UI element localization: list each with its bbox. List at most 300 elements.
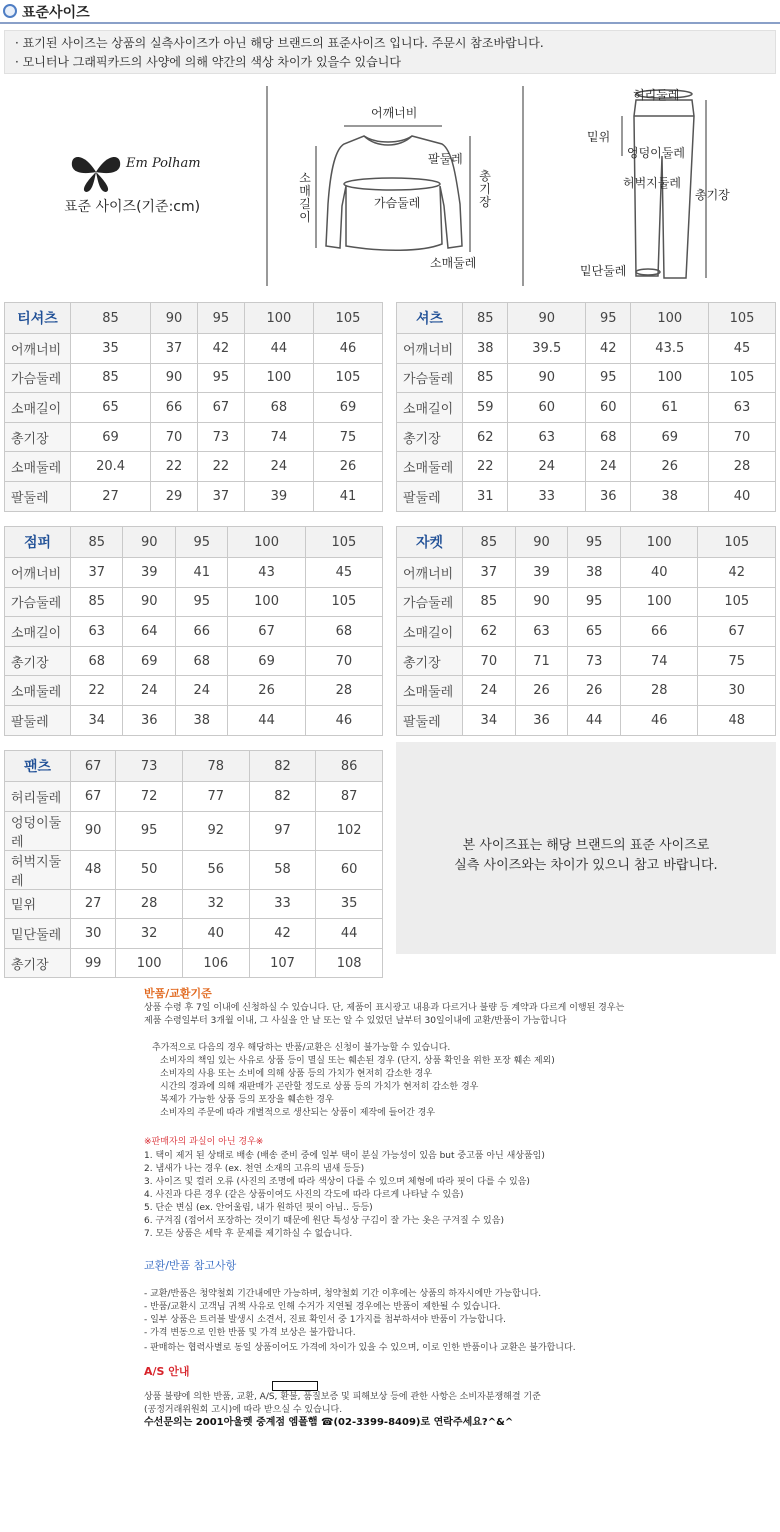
measurement-cell: 100 xyxy=(116,948,183,978)
table-row xyxy=(5,705,383,735)
measurement-cell: 24 xyxy=(244,452,313,482)
measurement-cell: 20.4 xyxy=(71,452,151,482)
seller-line: 5. 단순 변심 (ex. 안어울림, 내가 원하던 핏이 아님.. 등등) xyxy=(144,1203,373,1213)
exclusion-line: 시간의 경과에 의해 재판매가 곤란할 정도로 상품 등의 가치가 현저히 감소한 경우 xyxy=(160,1082,479,1092)
measurement-cell: 22 xyxy=(463,452,508,482)
measurement-cell: 40 xyxy=(709,481,776,511)
row-label: 소매길이 xyxy=(397,617,463,647)
measurement-cell: 35 xyxy=(316,889,383,919)
measurement-cell: 39 xyxy=(123,558,175,588)
size-header-cell: 100 xyxy=(631,303,709,334)
measurement-cell: 63 xyxy=(508,422,586,452)
measurement-cell: 108 xyxy=(316,948,383,978)
row-label: 소매길이 xyxy=(397,393,463,423)
label-cuff: 소매둘레 xyxy=(430,256,477,270)
measurement-cell: 27 xyxy=(71,889,116,919)
size-header-cell: 105 xyxy=(313,303,382,334)
seller-line: 1. 택이 제거 된 상태로 배송 (배송 준비 중에 일부 택이 분실 가능성이 있음 but 중고품 아닌 새상품임) xyxy=(144,1151,545,1161)
brand-caption: 표준 사이즈(기준:cm) xyxy=(64,199,201,215)
table-row xyxy=(397,452,776,482)
return-line: 제품 수령일부터 3개월 이내, 그 사실을 안 날 또는 알 수 있었던 날부터 30일이내에 교환/반품이 가능합니다 xyxy=(144,1016,567,1026)
measurement-cell: 67 xyxy=(698,617,776,647)
exclusion-line: 추가적으로 다음의 경우 해당하는 반품/교환은 신청이 불가능할 수 있습니다. xyxy=(152,1043,451,1053)
measurement-cell: 46 xyxy=(305,705,382,735)
measurement-cell: 50 xyxy=(116,850,183,889)
measurement-cell: 44 xyxy=(228,705,305,735)
measurement-cell: 59 xyxy=(463,393,508,423)
measurement-cell: 70 xyxy=(151,422,198,452)
measurement-cell: 90 xyxy=(71,811,116,850)
table-row xyxy=(5,363,383,393)
as-line: (공정거래위원회 고시)에 따라 받으실 수 있습니다. xyxy=(144,1405,343,1415)
measurement-cell: 26 xyxy=(515,676,568,706)
reference-line: - 가격 변동으로 인한 반품 및 가격 보상은 불가합니다. xyxy=(144,1328,356,1338)
table-row xyxy=(5,393,383,423)
row-label: 밑단둘레 xyxy=(5,919,71,949)
row-label: 소매길이 xyxy=(5,617,71,647)
measurement-cell: 38 xyxy=(463,334,508,364)
size-table-tshirt xyxy=(4,302,383,512)
table-category: 팬츠 xyxy=(5,751,71,782)
measurement-cell: 102 xyxy=(316,811,383,850)
row-label: 소매둘레 xyxy=(397,452,463,482)
label-pants-total: 총기장 xyxy=(695,188,730,202)
measurement-cell: 38 xyxy=(175,705,227,735)
measurement-cell: 37 xyxy=(151,334,198,364)
label-waist: 허리둘레 xyxy=(633,88,680,102)
measurement-cell: 44 xyxy=(244,334,313,364)
table-row xyxy=(5,948,383,978)
measurement-cell: 38 xyxy=(568,558,621,588)
measurement-cell: 95 xyxy=(175,587,227,617)
measurement-cell: 69 xyxy=(123,646,175,676)
size-header-cell: 90 xyxy=(515,527,568,558)
measurement-cell: 24 xyxy=(463,676,516,706)
size-table-jumper xyxy=(4,526,383,736)
measurement-cell: 28 xyxy=(116,889,183,919)
table-header-row xyxy=(5,303,383,334)
measurement-cell: 42 xyxy=(197,334,244,364)
seller-line: 6. 구겨짐 (접어서 포장하는 것이기 때문에 원단 특성상 구김이 잘 가는 옷은 구겨질 수 있음) xyxy=(144,1216,504,1226)
table-row xyxy=(5,811,383,850)
measurement-cell: 85 xyxy=(71,363,151,393)
table-header-row xyxy=(397,303,776,334)
measurement-cell: 99 xyxy=(71,948,116,978)
row-label: 총기장 xyxy=(5,422,71,452)
table-row xyxy=(5,422,383,452)
table-category: 점퍼 xyxy=(5,527,71,558)
measurement-cell: 70 xyxy=(305,646,382,676)
measurement-cell: 92 xyxy=(182,811,249,850)
seller-line: 2. 냄새가 나는 경우 (ex. 천연 소재의 고유의 냄새 등등) xyxy=(144,1164,365,1174)
measurement-cell: 105 xyxy=(709,363,776,393)
table-row xyxy=(5,676,383,706)
row-label: 팔둘레 xyxy=(397,481,463,511)
measurement-cell: 67 xyxy=(71,782,116,812)
measurement-cell: 44 xyxy=(568,705,621,735)
measurement-cell: 32 xyxy=(116,919,183,949)
measurement-cell: 45 xyxy=(305,558,382,588)
size-note-box xyxy=(396,742,776,954)
table-row xyxy=(5,646,383,676)
return-line: 상품 수령 후 7일 이내에 신청하실 수 있습니다. 단, 제품이 표시광고 내용과 다르거나 불량 등 계약과 다르게 이행된 경우는 xyxy=(144,1003,625,1013)
measurement-cell: 61 xyxy=(631,393,709,423)
measurement-cell: 85 xyxy=(463,587,516,617)
measurement-cell: 39 xyxy=(244,481,313,511)
reference-line: - 교환/반품은 청약철회 기간내에만 가능하며, 청약철회 기간 이후에는 상품의 하자시에만 가능합니다. xyxy=(144,1289,542,1299)
row-label: 허리둘레 xyxy=(5,782,71,812)
measurement-cell: 90 xyxy=(151,363,198,393)
measurement-cell: 46 xyxy=(620,705,698,735)
size-table-pants xyxy=(4,750,383,978)
reference-title: 교환/반품 참고사항 xyxy=(144,1259,237,1272)
size-note-line: 본 사이즈표는 해당 브랜드의 표준 사이즈로 xyxy=(462,838,710,853)
measurement-cell: 64 xyxy=(123,617,175,647)
table-row xyxy=(397,558,776,588)
size-header-cell: 85 xyxy=(463,303,508,334)
measurement-cell: 90 xyxy=(508,363,586,393)
size-header-cell: 95 xyxy=(568,527,621,558)
table-row xyxy=(397,481,776,511)
measurement-cell: 60 xyxy=(316,850,383,889)
measurement-cell: 42 xyxy=(249,919,316,949)
measurement-cell: 85 xyxy=(71,587,123,617)
label-sleeve-length: 소매길이 xyxy=(299,171,311,224)
measurement-cell: 28 xyxy=(709,452,776,482)
label-chest: 가슴둘레 xyxy=(374,196,421,210)
measurement-cell: 42 xyxy=(698,558,776,588)
measurement-cell: 62 xyxy=(463,422,508,452)
measurement-cell: 67 xyxy=(197,393,244,423)
size-header-cell: 90 xyxy=(151,303,198,334)
brand-block xyxy=(62,146,242,236)
row-label: 가슴둘레 xyxy=(5,363,71,393)
measurement-cell: 37 xyxy=(71,558,123,588)
measurement-cell: 95 xyxy=(568,587,621,617)
measurement-cell: 24 xyxy=(175,676,227,706)
size-header-cell: 105 xyxy=(709,303,776,334)
measurement-cell: 35 xyxy=(71,334,151,364)
row-label: 총기장 xyxy=(397,422,463,452)
contact-line: 수선문의는 2001아울렛 중계점 엠폴햄 ☎(02-3399-8409)로 연락주세요?^&^ xyxy=(144,1417,514,1428)
measurement-cell: 36 xyxy=(586,481,631,511)
measurement-cell: 22 xyxy=(71,676,123,706)
measurement-cell: 42 xyxy=(586,334,631,364)
table-row xyxy=(5,889,383,919)
row-label: 총기장 xyxy=(5,948,71,978)
measurement-cell: 43 xyxy=(228,558,305,588)
return-title: 반품/교환기준 xyxy=(144,987,212,1000)
size-header-cell: 90 xyxy=(123,527,175,558)
measurement-cell: 66 xyxy=(620,617,698,647)
measurement-cell: 60 xyxy=(586,393,631,423)
exclusion-line: 소비자의 주문에 따라 개별적으로 생산되는 상품이 제작에 들어간 경우 xyxy=(160,1108,436,1118)
measurement-cell: 24 xyxy=(508,452,586,482)
measurement-cell: 40 xyxy=(620,558,698,588)
measurement-cell: 87 xyxy=(316,782,383,812)
measurement-cell: 33 xyxy=(249,889,316,919)
size-header-cell: 105 xyxy=(305,527,382,558)
as-line: 상품 불량에 의한 반품, 교환, A/S, 환불, 품질보증 및 피해보상 등에 관한 사항은 소비자분쟁해결 기준 xyxy=(144,1392,541,1402)
measurement-cell: 26 xyxy=(568,676,621,706)
label-arm: 팔둘레 xyxy=(428,152,463,166)
table-row xyxy=(5,481,383,511)
measurement-cell: 72 xyxy=(116,782,183,812)
measurement-cell: 28 xyxy=(305,676,382,706)
measurement-cell: 95 xyxy=(116,811,183,850)
table-row xyxy=(397,676,776,706)
size-header-cell: 86 xyxy=(316,751,383,782)
label-rise: 밑위 xyxy=(587,130,611,144)
row-label: 소매둘레 xyxy=(5,676,71,706)
exclusion-line: 소비자의 책임 있는 사유로 상품 등이 멸실 또는 훼손된 경우 (단지, 상품 확인을 위한 포장 훼손 제외) xyxy=(160,1056,555,1066)
size-header-cell: 100 xyxy=(228,527,305,558)
reference-line: - 일부 상품은 트러블 발생시 소견서, 진료 확인서 중 1가지를 첨부하셔야 반품이 가능합니다. xyxy=(144,1315,507,1325)
measurement-cell: 28 xyxy=(620,676,698,706)
measurement-cell: 34 xyxy=(71,705,123,735)
table-category: 셔츠 xyxy=(397,303,463,334)
measurement-cell: 74 xyxy=(620,646,698,676)
table-row xyxy=(5,919,383,949)
measurement-cell: 22 xyxy=(151,452,198,482)
notice-line: · 모니터나 그래픽카드의 사양에 의해 약간의 색상 차이가 있을수 있습니다 xyxy=(15,55,401,69)
table-row xyxy=(397,363,776,393)
notice-box xyxy=(4,30,776,74)
measurement-cell: 31 xyxy=(463,481,508,511)
measurement-cell: 60 xyxy=(508,393,586,423)
row-label: 가슴둘레 xyxy=(397,363,463,393)
size-header-cell: 95 xyxy=(586,303,631,334)
measurement-cell: 37 xyxy=(197,481,244,511)
measurement-cell: 45 xyxy=(709,334,776,364)
table-row xyxy=(397,334,776,364)
measurement-cell: 82 xyxy=(249,782,316,812)
section-header xyxy=(0,0,780,24)
size-header-cell: 95 xyxy=(175,527,227,558)
measurement-cell: 69 xyxy=(71,422,151,452)
measurement-cell: 36 xyxy=(123,705,175,735)
measurement-cell: 46 xyxy=(313,334,382,364)
table-row xyxy=(397,587,776,617)
size-header-cell: 85 xyxy=(71,303,151,334)
label-thigh: 허벅지둘레 xyxy=(623,176,681,190)
measurement-cell: 77 xyxy=(182,782,249,812)
section-title: 표준사이즈 xyxy=(22,5,90,21)
table-category: 자켓 xyxy=(397,527,463,558)
measurement-cell: 66 xyxy=(175,617,227,647)
measurement-cell: 24 xyxy=(586,452,631,482)
table-row xyxy=(397,393,776,423)
divider xyxy=(266,86,268,286)
size-header-cell: 82 xyxy=(249,751,316,782)
measurement-cell: 75 xyxy=(313,422,382,452)
size-header-cell: 100 xyxy=(244,303,313,334)
circle-icon xyxy=(3,4,17,18)
label-shoulder: 어깨너비 xyxy=(371,106,418,120)
table-row xyxy=(397,646,776,676)
measurement-cell: 44 xyxy=(316,919,383,949)
measurement-cell: 85 xyxy=(463,363,508,393)
measurement-cell: 58 xyxy=(249,850,316,889)
row-label: 소매둘레 xyxy=(5,452,71,482)
measurement-cell: 69 xyxy=(313,393,382,423)
table-row xyxy=(5,782,383,812)
table-row xyxy=(397,617,776,647)
measurement-cell: 105 xyxy=(698,587,776,617)
row-label: 허벅지둘레 xyxy=(5,850,71,889)
seller-line: 3. 사이즈 및 컬러 오류 (사진의 조명에 따라 색상이 다를 수 있으며 체형에 따라 핏이 다를 수 있음) xyxy=(144,1177,530,1187)
measurement-cell: 40 xyxy=(182,919,249,949)
measurement-cell: 100 xyxy=(244,363,313,393)
measurement-cell: 36 xyxy=(515,705,568,735)
size-header-cell: 105 xyxy=(698,527,776,558)
row-label: 가슴둘레 xyxy=(397,587,463,617)
size-table-jacket xyxy=(396,526,776,736)
measurement-cell: 38 xyxy=(631,481,709,511)
measurement-cell: 97 xyxy=(249,811,316,850)
label-total-length: 총기장 xyxy=(479,169,491,209)
row-label: 어깨너비 xyxy=(5,334,71,364)
table-row xyxy=(5,334,383,364)
measurement-cell: 33 xyxy=(508,481,586,511)
measurement-cell: 48 xyxy=(698,705,776,735)
size-header-cell: 85 xyxy=(71,527,123,558)
table-row xyxy=(5,452,383,482)
reference-line: - 판매하는 협력사별로 동일 상품이어도 가격에 차이가 있을 수 있으며, 이로 인한 반품이나 교환은 불가합니다. xyxy=(144,1343,576,1353)
measurement-cell: 30 xyxy=(698,676,776,706)
measurement-cell: 68 xyxy=(305,617,382,647)
label-hip: 엉덩이둘레 xyxy=(627,146,685,160)
size-header-cell: 85 xyxy=(463,527,516,558)
row-label: 총기장 xyxy=(5,646,71,676)
seller-title: ※판매자의 과실이 아닌 경우※ xyxy=(144,1137,264,1147)
measurement-cell: 37 xyxy=(463,558,516,588)
reference-line: - 반품/교환시 고객님 귀책 사유로 인해 수거가 지연될 경우에는 반품이 제한될 수 있습니다. xyxy=(144,1302,501,1312)
row-label: 엉덩이둘레 xyxy=(5,811,71,850)
brand-logo: Em Polham xyxy=(126,156,201,171)
size-header-cell: 100 xyxy=(620,527,698,558)
row-label: 밑위 xyxy=(5,889,71,919)
table-row xyxy=(397,705,776,735)
measurement-cell: 107 xyxy=(249,948,316,978)
measurement-cell: 27 xyxy=(71,481,151,511)
size-header-cell: 73 xyxy=(116,751,183,782)
measurement-cell: 68 xyxy=(175,646,227,676)
measurement-cell: 65 xyxy=(71,393,151,423)
measurement-cell: 39 xyxy=(515,558,568,588)
label-hem: 밑단둘레 xyxy=(580,264,627,278)
measurement-cell: 69 xyxy=(228,646,305,676)
measurement-cell: 67 xyxy=(228,617,305,647)
measurement-cell: 63 xyxy=(515,617,568,647)
size-header-cell: 78 xyxy=(182,751,249,782)
measurement-cell: 66 xyxy=(151,393,198,423)
row-label: 어깨너비 xyxy=(5,558,71,588)
measurement-cell: 29 xyxy=(151,481,198,511)
measurement-cell: 90 xyxy=(123,587,175,617)
measurement-cell: 73 xyxy=(197,422,244,452)
row-label: 가슴둘레 xyxy=(5,587,71,617)
seller-line: 4. 사진과 다른 경우 (같은 상품이여도 사진의 각도에 따라 다르게 나타날 수 있음) xyxy=(144,1190,464,1200)
table-row xyxy=(397,422,776,452)
divider xyxy=(522,86,524,286)
seller-line: 7. 모든 상품은 세탁 후 문제를 제기하실 수 없습니다. xyxy=(144,1229,353,1239)
measurement-cell: 100 xyxy=(228,587,305,617)
measurement-cell: 105 xyxy=(313,363,382,393)
measurement-cell: 56 xyxy=(182,850,249,889)
table-header-row xyxy=(5,527,383,558)
measurement-cell: 24 xyxy=(123,676,175,706)
measurement-cell: 48 xyxy=(71,850,116,889)
measurement-cell: 32 xyxy=(182,889,249,919)
size-table-shirt xyxy=(396,302,776,512)
measurement-cell: 26 xyxy=(313,452,382,482)
table-category: 티셔츠 xyxy=(5,303,71,334)
measurement-cell: 26 xyxy=(631,452,709,482)
table-row xyxy=(5,850,383,889)
butterfly-icon xyxy=(66,150,126,194)
measurement-cell: 68 xyxy=(71,646,123,676)
measurement-cell: 69 xyxy=(631,422,709,452)
measurement-cell: 95 xyxy=(197,363,244,393)
measurement-cell: 75 xyxy=(698,646,776,676)
measurement-cell: 43.5 xyxy=(631,334,709,364)
row-label: 팔둘레 xyxy=(397,705,463,735)
measurement-cell: 65 xyxy=(568,617,621,647)
measurement-cell: 62 xyxy=(463,617,516,647)
row-label: 팔둘레 xyxy=(5,481,71,511)
measurement-cell: 39.5 xyxy=(508,334,586,364)
exclusion-line: 복제가 가능한 상품 등의 포장을 훼손한 경우 xyxy=(160,1095,334,1105)
row-label: 총기장 xyxy=(397,646,463,676)
measurement-cell: 68 xyxy=(244,393,313,423)
measurement-cell: 41 xyxy=(313,481,382,511)
measurement-cell: 71 xyxy=(515,646,568,676)
size-header-cell: 67 xyxy=(71,751,116,782)
measurement-cell: 34 xyxy=(463,705,516,735)
row-label: 팔둘레 xyxy=(5,705,71,735)
table-row xyxy=(5,617,383,647)
exclusion-line: 소비자의 사용 또는 소비에 의해 상품 등의 가치가 현저히 감소한 경우 xyxy=(160,1069,433,1079)
measurement-cell: 105 xyxy=(305,587,382,617)
measurement-cell: 41 xyxy=(175,558,227,588)
measurement-cell: 95 xyxy=(586,363,631,393)
row-label: 소매둘레 xyxy=(397,676,463,706)
table-header-row xyxy=(5,751,383,782)
row-label: 소매길이 xyxy=(5,393,71,423)
measurement-cell: 22 xyxy=(197,452,244,482)
measurement-cell: 70 xyxy=(463,646,516,676)
table-header-row xyxy=(397,527,776,558)
measurement-cell: 63 xyxy=(71,617,123,647)
measurement-cell: 26 xyxy=(228,676,305,706)
measurement-cell: 106 xyxy=(182,948,249,978)
highlight-box xyxy=(272,1381,318,1391)
row-label: 어깨너비 xyxy=(397,334,463,364)
size-header-cell: 95 xyxy=(197,303,244,334)
size-note-line: 실측 사이즈와는 차이가 있으니 참고 바랍니다. xyxy=(454,858,718,873)
measurement-cell: 30 xyxy=(71,919,116,949)
measurement-cell: 100 xyxy=(620,587,698,617)
as-title: A/S 안내 xyxy=(144,1365,190,1378)
measurement-cell: 70 xyxy=(709,422,776,452)
notice-line: · 표기된 사이즈는 상품의 실측사이즈가 아닌 해당 브랜드의 표준사이즈 입니다. 주문시 참조바랍니다. xyxy=(15,36,544,50)
measurement-cell: 100 xyxy=(631,363,709,393)
size-diagram xyxy=(0,86,780,286)
row-label: 어깨너비 xyxy=(397,558,463,588)
table-row xyxy=(5,558,383,588)
measurement-cell: 73 xyxy=(568,646,621,676)
